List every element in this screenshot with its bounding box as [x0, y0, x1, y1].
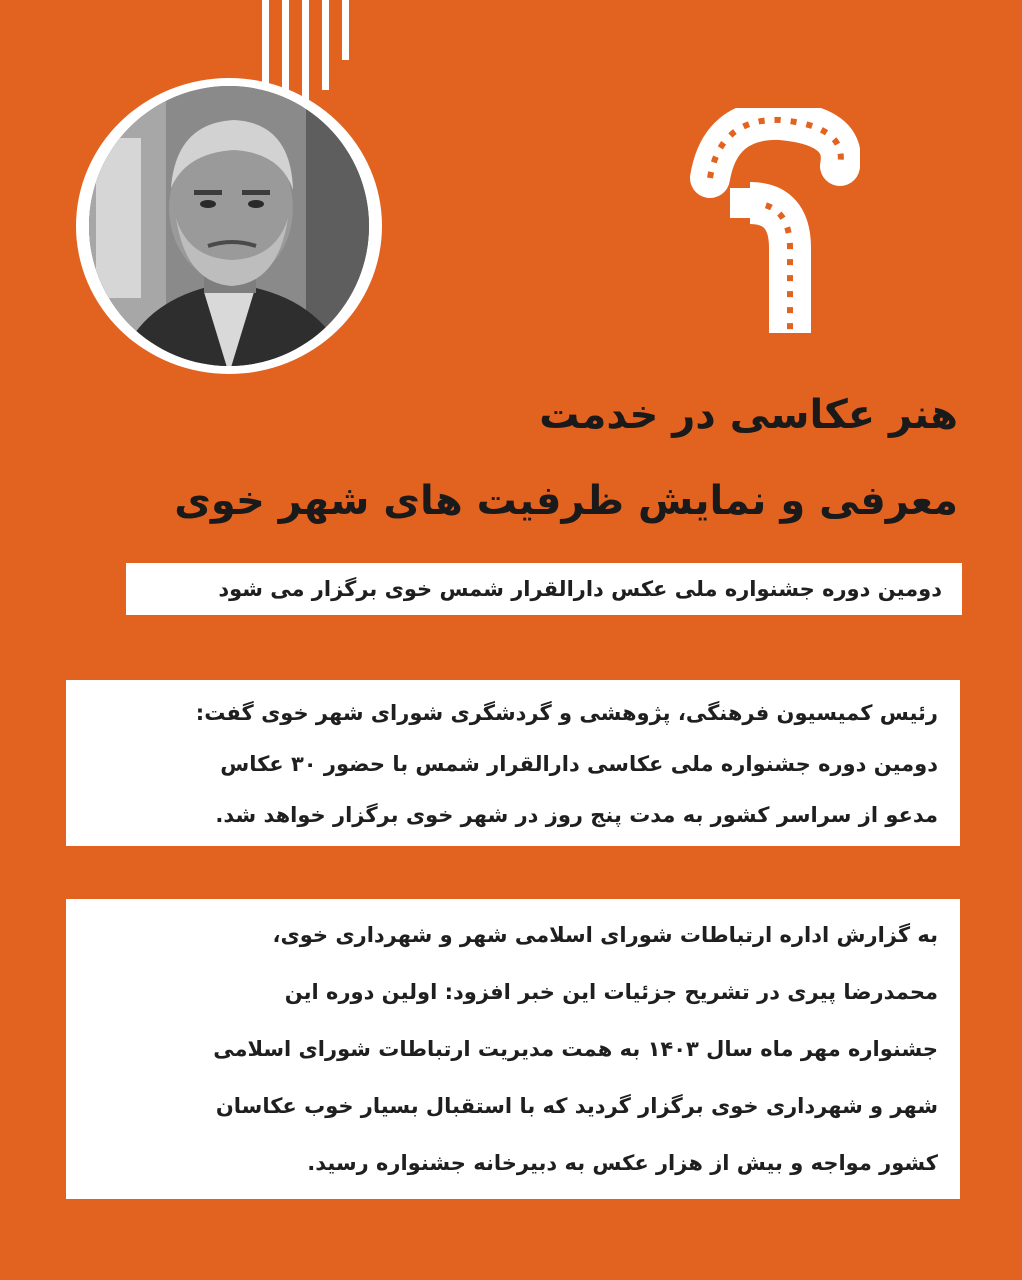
subtitle-text: دومین دوره جشنواره ملی عکس دارالقرار شمس خوی برگزار می شود: [218, 577, 942, 601]
paragraph-panel-2: [66, 899, 960, 1199]
paragraph-2-line-5: کشور مواجه و بیش از هزار عکس به دبیرخانه جشنواره رسید.: [307, 1151, 938, 1175]
paragraph-2-line-1: به گزارش اداره ارتباطات شورای اسلامی شهر و شهرداری خوی،: [272, 923, 938, 947]
paragraph-1-line-3: مدعو از سراسر کشور به مدت پنج روز در شهر خوی برگزار خواهد شد.: [215, 803, 938, 827]
paragraph-1-line-1: رئیس کمیسیون فرهنگی، پژوهشی و گردشگری شورای شهر خوی گفت:: [195, 701, 938, 725]
paragraph-2-line-4: شهر و شهرداری خوی برگزار گردید که با استقبال بسیار خوب عکاسان: [215, 1094, 938, 1118]
paragraph-2-line-2: محمدرضا پیری در تشریح جزئیات این خبر افزود: اولین دوره این: [284, 980, 938, 1004]
subtitle-panel: [126, 563, 962, 615]
headline-line-1: هنر عکاسی در خدمت: [539, 392, 958, 438]
headline-line-2: معرفی و نمایش ظرفیت های شهر خوی: [174, 478, 958, 524]
paragraph-panel-1: [66, 680, 960, 846]
paragraph-1-line-2: دومین دوره جشنواره ملی عکاسی دارالقرار شمس با حضور ۳۰ عکاس: [220, 752, 938, 776]
film-strip-numeral-2-icon: [690, 108, 860, 348]
headline: [58, 372, 958, 544]
speaker-portrait: [76, 78, 382, 374]
paragraph-2-line-3: جشنواره مهر ماه سال ۱۴۰۳ به همت مدیریت ارتباطات شورای اسلامی: [213, 1037, 938, 1061]
